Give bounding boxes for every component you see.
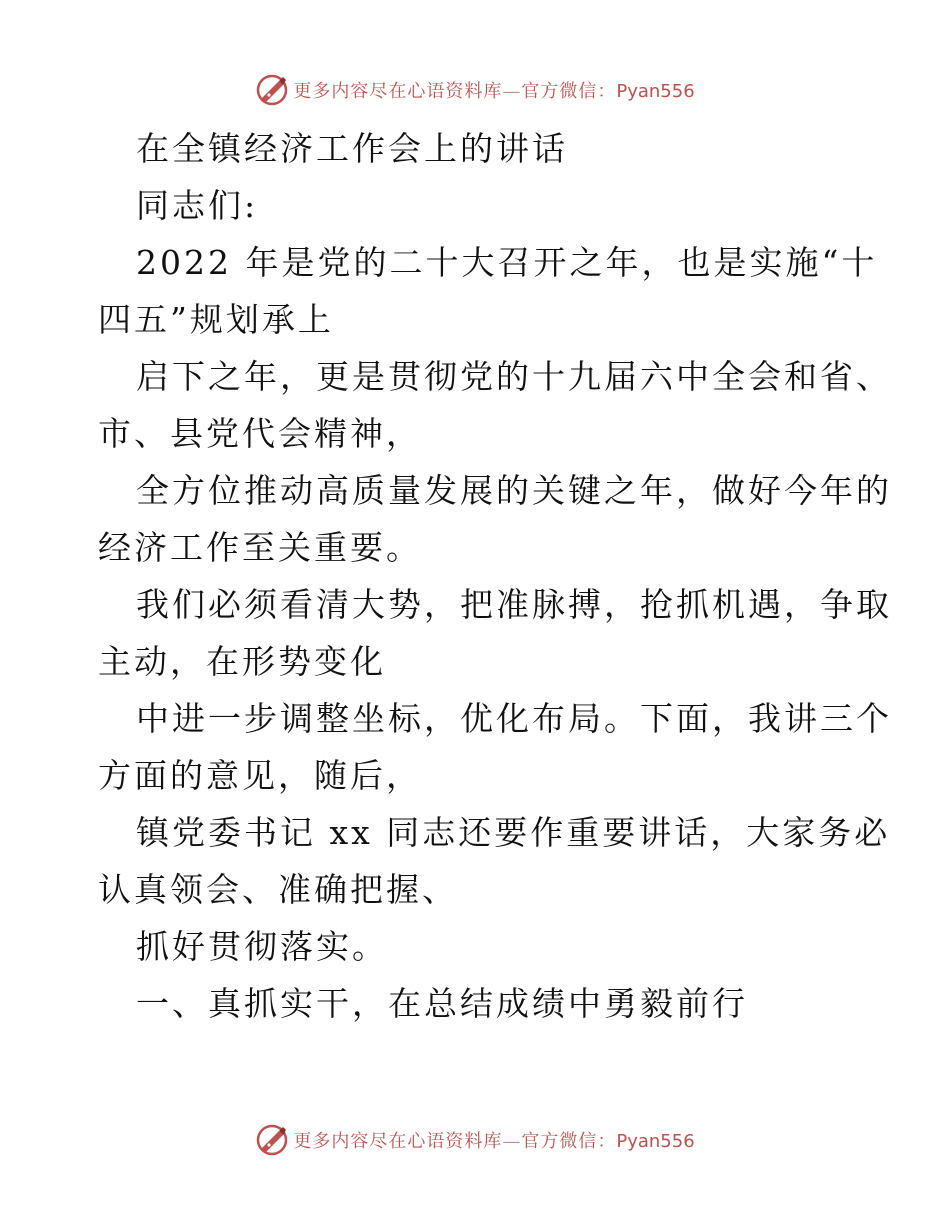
- pen-nib-logo-icon: [255, 1123, 289, 1157]
- header-watermark-banner: [0, 70, 950, 110]
- wechat-id: Pyan556: [616, 1131, 695, 1152]
- paragraph-line: 四五”规划承上: [98, 300, 334, 339]
- paragraph-line: 启下之年，更是贯彻党的十九届六中全会和省、: [136, 357, 892, 396]
- document-title: 在全镇经济工作会上的讲话: [136, 129, 568, 168]
- watermark-text: 更多内容尽在心语资料库—官方微信：Pyan556: [293, 81, 695, 102]
- wechat-id: Pyan556: [616, 81, 695, 102]
- paragraph-line: 认真领会、准确把握、: [98, 870, 458, 909]
- paragraph-line: 市、县党代会精神，: [98, 414, 422, 453]
- paragraph-line: 全方位推动高质量发展的关键之年，做好今年的: [136, 471, 892, 510]
- pen-nib-logo-icon: [255, 73, 289, 107]
- watermark-text: 更多内容尽在心语资料库—官方微信：Pyan556: [293, 1131, 695, 1152]
- paragraph-line: 主动，在形势变化: [98, 642, 386, 681]
- document-body: [98, 120, 892, 1032]
- section-heading: 一、真抓实干，在总结成绩中勇毅前行: [136, 984, 748, 1023]
- paragraph-line: 镇党委书记 xx 同志还要作重要讲话，大家务必: [136, 813, 891, 852]
- paragraph-line: 我们必须看清大势，把准脉搏，抢抓机遇，争取: [136, 585, 892, 624]
- paragraph-line: 中进一步调整坐标，优化布局。下面，我讲三个: [136, 699, 892, 738]
- paragraph-line: 经济工作至关重要。: [98, 528, 422, 567]
- salutation: 同志们:: [136, 186, 259, 225]
- paragraph-line: 抓好贯彻落实。: [136, 927, 388, 966]
- paragraph-line: 2022 年是党的二十大召开之年，也是实施“十: [136, 243, 878, 282]
- paragraph-line: 方面的意见，随后，: [98, 756, 422, 795]
- footer-watermark-banner: [0, 1120, 950, 1160]
